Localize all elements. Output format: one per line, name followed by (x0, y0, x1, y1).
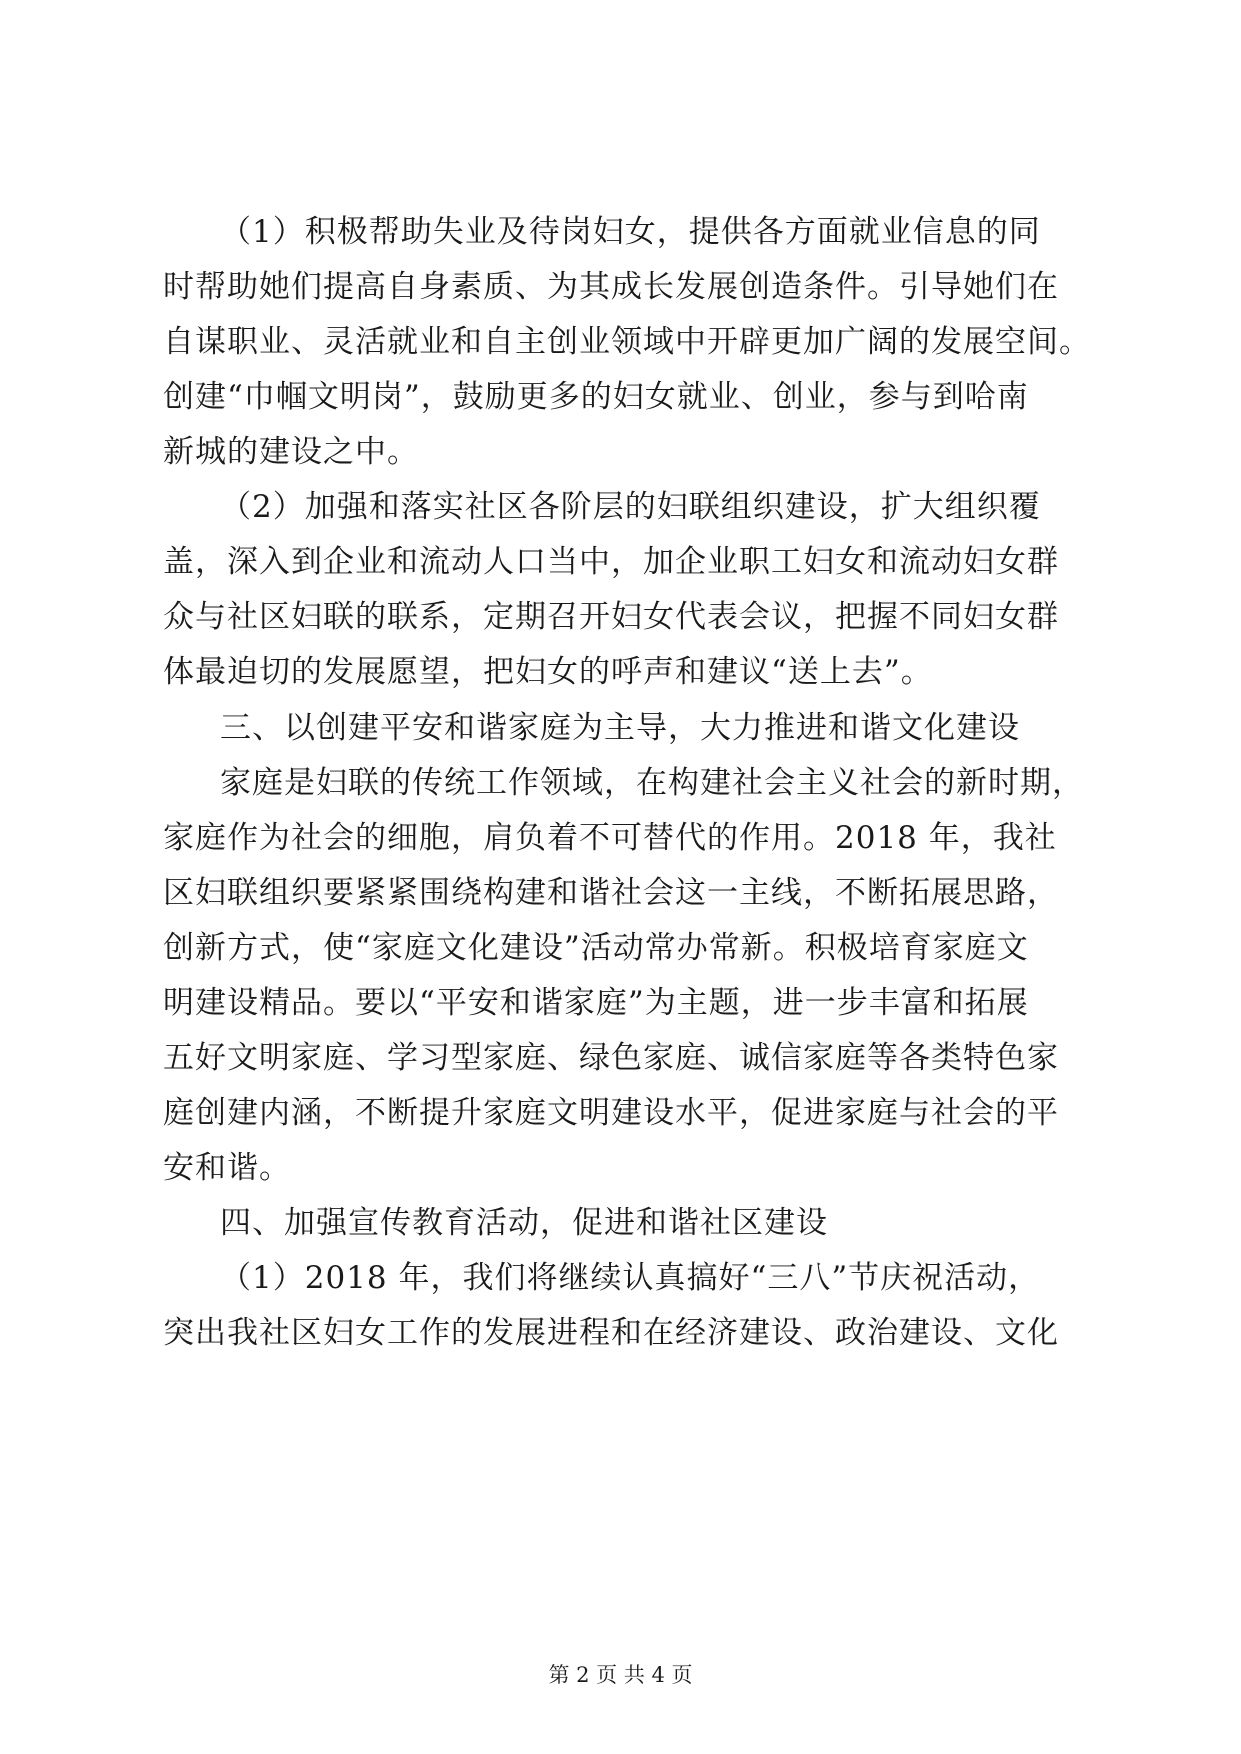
paragraph-1-line-3: 自谋职业、灵活就业和自主创业领域中开辟更加广阔的发展空间。 (163, 324, 1091, 360)
paragraph-1-line-4: 创建“巾帼文明岗”，鼓励更多的妇女就业、创业，参与到哈南 (163, 379, 1029, 415)
section-heading-3: 三、以创建平安和谐家庭为主导，大力推进和谐文化建设 (220, 710, 1020, 746)
paragraph-4-line-1: （1）2018 年，我们将继续认真搞好“三八”节庆祝活动， (220, 1260, 1041, 1296)
paragraph-3-line-1: 家庭是妇联的传统工作领域，在构建社会主义社会的新时期， (220, 765, 1084, 801)
paragraph-1-line-2: 时帮助她们提高自身素质、为其成长发展创造条件。引导她们在 (163, 269, 1059, 305)
page-number-footer: 第 2 页 共 4 页 (548, 1663, 693, 1687)
section-heading-4: 四、加强宣传教育活动，促进和谐社区建设 (220, 1205, 828, 1241)
paragraph-1-line-1: （1）积极帮助失业及待岗妇女，提供各方面就业信息的同 (220, 214, 1041, 250)
paragraph-3-line-2: 家庭作为社会的细胞，肩负着不可替代的作用。2018 年，我社 (163, 820, 1057, 856)
paragraph-4-line-2: 突出我社区妇女工作的发展进程和在经济建设、政治建设、文化 (163, 1315, 1059, 1351)
paragraph-2-line-3: 众与社区妇联的联系，定期召开妇女代表会议，把握不同妇女群 (163, 599, 1059, 635)
paragraph-3-line-4: 创新方式，使“家庭文化建设”活动常办常新。积极培育家庭文 (163, 930, 1029, 966)
paragraph-2-line-4: 体最迫切的发展愿望，把妇女的呼声和建议“送上去”。 (163, 654, 933, 690)
paragraph-3-line-5: 明建设精品。要以“平安和谐家庭”为主题，进一步丰富和拓展 (163, 985, 1029, 1021)
paragraph-2-line-2: 盖，深入到企业和流动人口当中，加企业职工妇女和流动妇女群 (163, 544, 1059, 580)
paragraph-3-line-3: 区妇联组织要紧紧围绕构建和谐社会这一主线，不断拓展思路， (163, 875, 1059, 911)
paragraph-2-line-1: （2）加强和落实社区各阶层的妇联组织建设，扩大组织覆 (220, 489, 1041, 525)
paragraph-3-line-8: 安和谐。 (163, 1150, 291, 1186)
paragraph-3-line-6: 五好文明家庭、学习型家庭、绿色家庭、诚信家庭等各类特色家 (163, 1040, 1059, 1076)
paragraph-3-line-7: 庭创建内涵，不断提升家庭文明建设水平，促进家庭与社会的平 (163, 1095, 1059, 1131)
paragraph-1-line-5: 新城的建设之中。 (163, 434, 419, 470)
